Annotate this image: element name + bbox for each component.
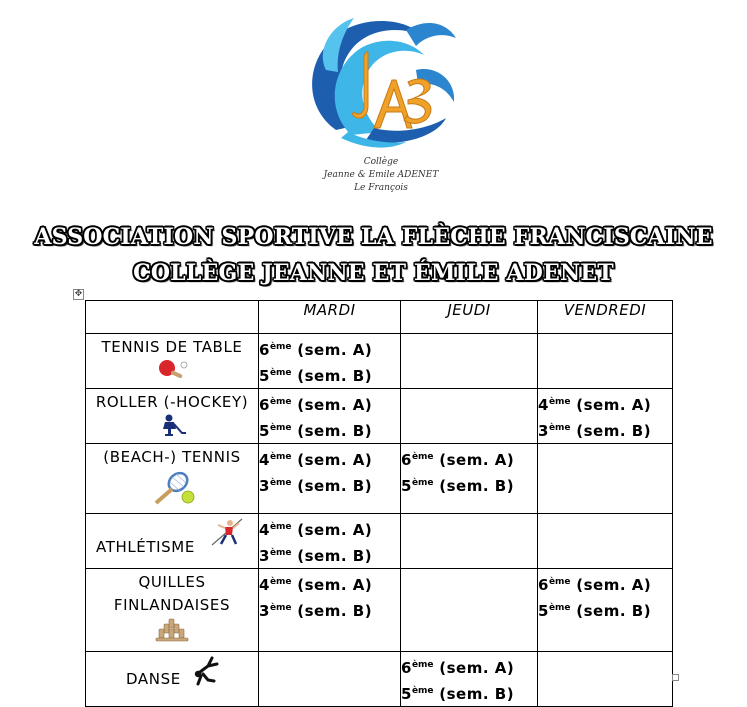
logo-line-town: Le François [354, 183, 408, 193]
slot-mardi [259, 444, 401, 514]
slot-line: 5ème (sem. B) [401, 685, 515, 703]
header-jeudi: JEUDI [401, 301, 538, 334]
slot-line: 5ème (sem. B) [401, 477, 515, 495]
slot-line: 6ème (sem. A) [259, 396, 373, 414]
slot-line: 6ème (sem. A) [538, 576, 652, 594]
slot-line: 6ème (sem. A) [401, 659, 515, 677]
hockey-player-icon [157, 414, 187, 438]
slot-line: 6ème (sem. A) [259, 341, 373, 359]
slot-vendredi [538, 514, 673, 569]
slot-line: 4ème (sem. A) [259, 576, 373, 594]
activity-label: QUILLES [138, 573, 206, 591]
wave-monogram-icon [296, 10, 466, 155]
activity-label: ATHLÉTISME [96, 538, 195, 556]
activity-cell [86, 444, 259, 514]
slot-mardi [259, 514, 401, 569]
slot-mardi [259, 334, 401, 389]
slot-line: 3ème (sem. B) [259, 477, 373, 495]
slot-line: 6ème (sem. A) [401, 451, 515, 469]
activity-cell [86, 389, 259, 444]
activity-label: TENNIS DE TABLE [101, 338, 243, 356]
slot-line: 4ème (sem. A) [538, 396, 652, 414]
slot-jeudi [401, 652, 538, 707]
header-vendredi: VENDREDI [538, 301, 673, 334]
javelin-thrower-icon [210, 515, 244, 549]
tennis-racket-icon [148, 469, 196, 507]
school-logo [296, 10, 466, 210]
slot-line: 3ème (sem. B) [259, 602, 373, 620]
slot-mardi [259, 389, 401, 444]
logo-line-college: Collège [363, 157, 399, 167]
table-row [86, 652, 673, 707]
logo-line-name: Jeanne & Emile ADENET [323, 170, 439, 180]
bowling-pins-icon [155, 617, 189, 643]
slot-jeudi [401, 444, 538, 514]
header-mardi: MARDI [259, 301, 401, 334]
table-header-row [86, 301, 673, 334]
move-cross-icon[interactable]: ✥ [74, 289, 83, 299]
header-corner-cell [86, 301, 259, 334]
activity-cell [86, 569, 259, 652]
slot-vendredi [538, 652, 673, 707]
slot-jeudi [401, 514, 538, 569]
slot-line: 5ème (sem. B) [538, 602, 652, 620]
breakdancer-icon [190, 654, 220, 686]
table-row [86, 389, 673, 444]
slot-line: 5ème (sem. B) [259, 367, 373, 385]
activity-cell [86, 334, 259, 389]
association-title: ASSOCIATION SPORTIVE LA FLÈCHE FRANCISCAINE [34, 224, 713, 250]
activity-label: (BEACH-) TENNIS [103, 448, 241, 466]
table-row [86, 334, 673, 389]
table-row [86, 569, 673, 652]
slot-mardi [259, 569, 401, 652]
slot-mardi [259, 652, 401, 707]
slot-vendredi [538, 334, 673, 389]
activity-cell [86, 652, 259, 707]
table-row [86, 444, 673, 514]
slot-line: 3ème (sem. B) [259, 547, 373, 565]
activity-label: ROLLER (-HOCKEY) [95, 393, 249, 411]
slot-vendredi [538, 389, 673, 444]
activity-label: DANSE [126, 670, 181, 688]
slot-line: 4ème (sem. A) [259, 451, 373, 469]
slot-line: 3ème (sem. B) [538, 422, 652, 440]
slot-jeudi [401, 569, 538, 652]
slot-line: 5ème (sem. B) [259, 422, 373, 440]
schedule-table [85, 300, 673, 707]
slot-line: 4ème (sem. A) [259, 521, 373, 539]
slot-jeudi [401, 389, 538, 444]
slot-vendredi [538, 444, 673, 514]
slot-jeudi [401, 334, 538, 389]
ping-pong-paddle-icon [155, 359, 189, 379]
activity-label: FINLANDAISES [113, 596, 231, 614]
slot-vendredi [538, 569, 673, 652]
table-row [86, 514, 673, 569]
activity-cell [86, 514, 259, 569]
college-title: COLLÈGE JEANNE ET ÉMILE ADENET [133, 260, 614, 286]
table-resize-handle[interactable] [672, 674, 679, 681]
